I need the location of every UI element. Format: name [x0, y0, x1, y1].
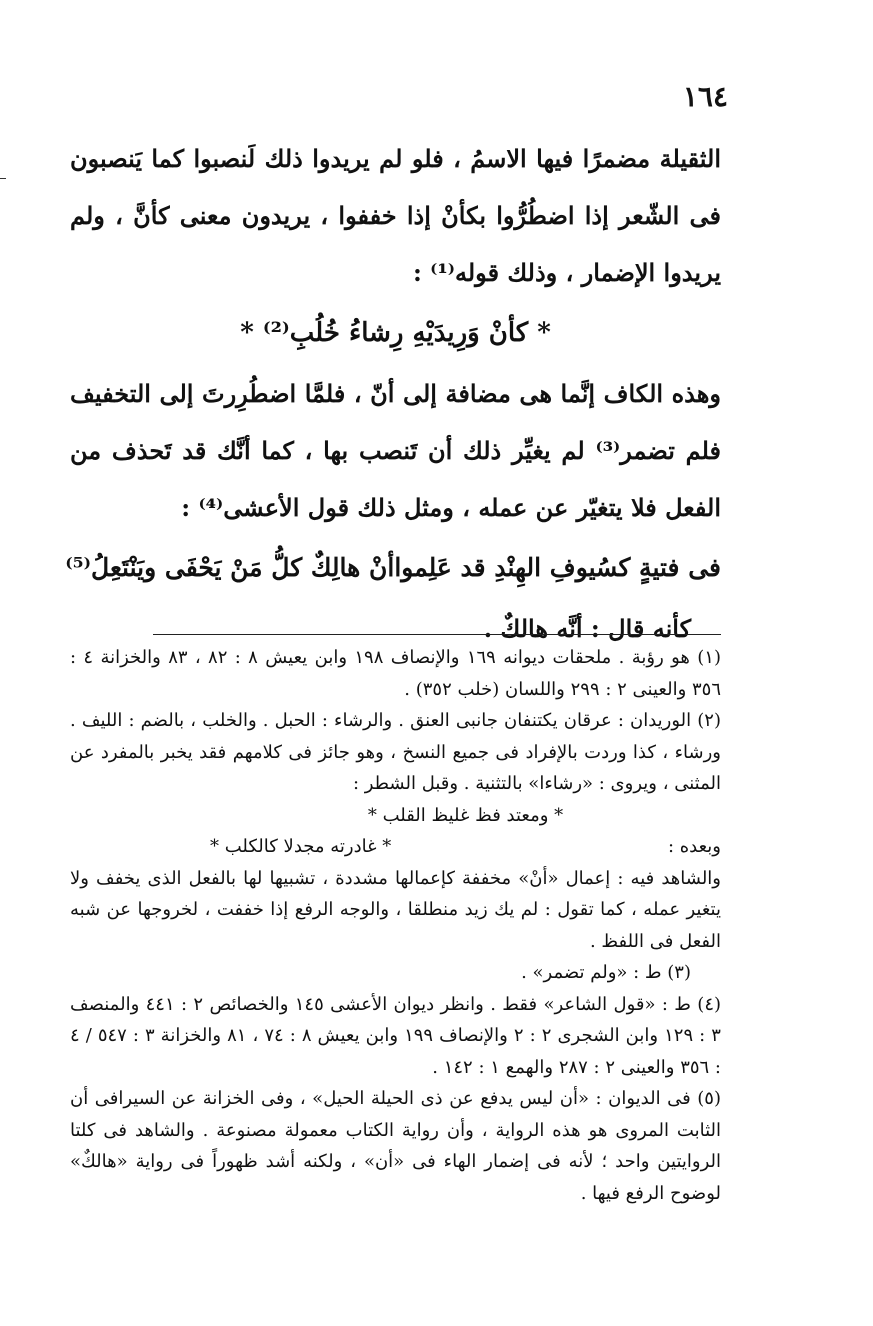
- footnote-2-verse-after-row: [70, 831, 721, 863]
- verse-asha-second-hemistich: أنْ هالِكٌ كلُّ مَنْ يَحْفَى ويَنْتَعِلُ⁽⁵⁾: [65, 553, 395, 582]
- footnote-2-after-label: وبعده :: [667, 836, 721, 857]
- verse-asha-first-hemistich: فى فتيةٍ كسُيوفِ الهِنْدِ قد عَلِموا: [394, 553, 721, 582]
- paragraph-2: وهذه الكاف إنَّما هى مضافة إلى أنّ ، فلمَّا اضطُرِرتَ إلى التخفيف فلم تضمر⁽³⁾ لم يغيِّر ذلك أن تَنصب بها ، كما أنَّك قد تَحذف من الفعل فلا يتغيّر عن عمله ، ومثل ذلك قول الأعشى⁽⁴⁾ :: [70, 379, 721, 522]
- footnote-2-verse-before: * ومعتد فظ غليظ القلب *: [367, 804, 564, 826]
- main-text: [65, 130, 721, 657]
- paragraph-1: الثقيلة مضمرًا فيها الاسمُ ، فلو لم يريدوا ذلك لَنصبوا كما يَنصبون فى الشّعر إذا اضطُرُّوا بكأنْ إذا خففوا ، يريدون معنى كأنَّ ، ولم يريدوا الإضمار ، وذلك قوله⁽¹⁾ :: [70, 144, 721, 287]
- footnotes: [70, 642, 721, 1209]
- footnote-3: (٣) ط : «ولم تضمر» .: [521, 962, 691, 983]
- scan-edge-mark: [0, 178, 6, 179]
- footnote-4: (٤) ط : «قول الشاعر» فقط . وانظر ديوان الأعشى ١٤٥ والخصائص ٢ : ٤٤١ والمنصف ٣ : ١٢٩ وابن الشجرى ٢ : ٢ والإنصاف ١٩٩ وابن يعيش ٨ : ٧٤ ، ٨١ والخزانة ٣ : ٥٤٧ / ٤ : ٣٥٦ والعينى ٢ : ٢٨٧ والهمع ١ : ١٤٢ .: [70, 993, 722, 1078]
- footnote-2-continuation: والشاهد فيه : إعمال «أنْ» مخففة كإعمالها مشددة ، تشبيها لها بالفعل الذى يخفف ولا يتغير عمله ، كما تقول : لم يك زيد منطلقا ، والوجه الرفع إذا خففت ، لخروجها عن شبه الفعل فى اللفظ .: [70, 867, 721, 952]
- footnote-1: (١) هو رؤبة . ملحقات ديوانه ١٦٩ والإنصاف ١٩٨ وابن يعيش ٨ : ٨٢ ، ٨٣ والخزانة ٤ : ٣٥٦ والعينى ٢ : ٢٩٩ واللسان (خلب ٣٥٢) .: [70, 647, 721, 700]
- footnote-5: (٥) فى الديوان : «أن ليس يدفع عن ذى الحيلة الحيل» ، وفى الخزانة عن السيرافى أن الثابت المروى هو هذه الرواية ، وأن رواية الكتاب معمولة مصنوعة . والشاهد فى كلتا الروايتين واحد ؛ لأنه فى إضمار الهاء فى «أن» ، ولكنه أشد ظهوراً فى رواية «هالكٌ» لوضوح الرفع فيها .: [70, 1088, 721, 1204]
- verse-khulub: * كأنْ وَرِيدَيْهِ رِشاءُ خُلُبِ⁽²⁾ *: [240, 318, 551, 348]
- page-number: ١٦٤: [682, 80, 728, 113]
- footnote-2-verse-after: * غادرته مجدلا كالكلب *: [210, 836, 392, 857]
- footnote-2: (٢) الوريدان : عرقان يكتنفان جانبى العنق . والرشاء : الحبل . والخلب ، بالضم : الليف . ورشاء ، كذا وردت بالإفراد فى جميع النسخ ، وهو جائز فى كلامهم فقد يخبر بالمفرد عن المثنى ، ويروى : «رشاءا» بالتثنية . وقبل الشطر :: [70, 710, 721, 794]
- paragraph-3: كأنه قال : أنَّه هالكٌ .: [483, 614, 691, 643]
- footnote-separator: [153, 634, 721, 635]
- verse-asha: [65, 536, 721, 600]
